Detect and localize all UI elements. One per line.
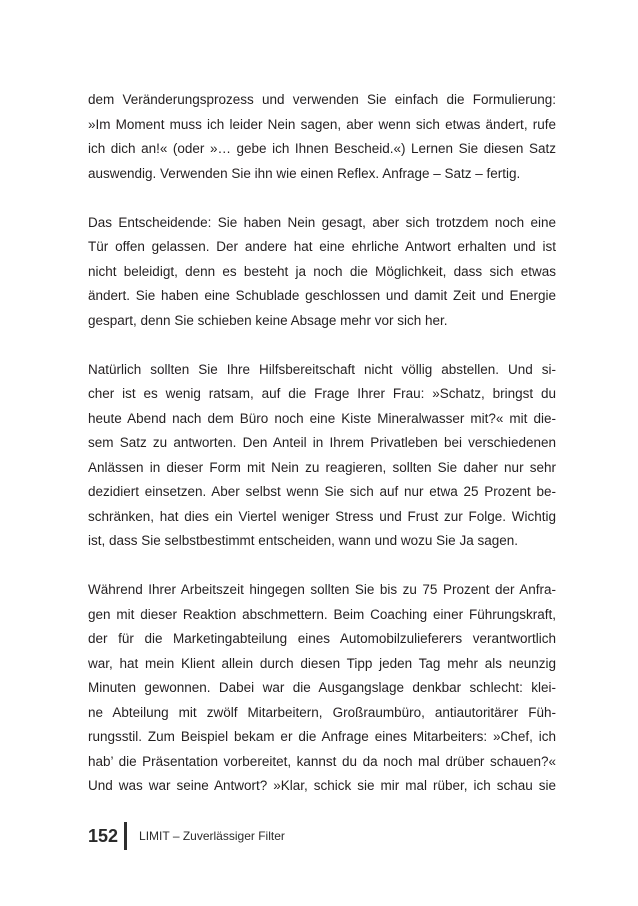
paragraph <box>88 211 556 334</box>
paragraph-line: Natürlich sollten Sie Ihre Hilfsbereitschaft nicht völlig abstellen. Und si- <box>88 361 556 377</box>
paragraph-line: nicht beleidigt, denn es besteht ja noch die Möglichkeit, dass sich etwas <box>88 263 556 279</box>
paragraph <box>88 358 556 554</box>
paragraph-line: hab’ die Präsentation vorbereitet, kannst du da noch mal drüber schauen?« <box>88 753 556 769</box>
paragraph-line: heute Abend nach dem Büro noch eine Kiste Mineralwasser mit?« mit die- <box>88 410 556 426</box>
paragraph <box>88 578 556 799</box>
paragraph-line: cher ist es wenig ratsam, auf die Frage Ihrer Frau: »Schatz, bringst du <box>88 386 556 401</box>
book-page-body <box>88 88 556 799</box>
page-number: 152 <box>88 826 119 846</box>
paragraph-line: rungsstil. Zum Beispiel bekam er die Anfrage eines Mitarbeiters: »Chef, ich <box>88 729 556 744</box>
paragraph-line: sem Satz zu antworten. Den Anteil in Ihrem Privatleben bei verschiedenen <box>88 435 556 450</box>
paragraph-line: der für die Marketingabteilung eines Automobilzulieferers verantwortlich <box>88 631 556 646</box>
paragraph-line: Tür offen gelassen. Der andere hat eine ehrliche Antwort erhalten und ist <box>88 239 556 254</box>
paragraph-line: »Im Moment muss ich leider Nein sagen, aber wenn sich etwas ändert, rufe <box>88 116 556 132</box>
paragraph-line: schränken, hat dies ein Viertel weniger Stress und Frust zur Folge. Wichtig <box>88 508 556 524</box>
page-footer <box>88 822 285 850</box>
paragraph-line: ne Abteilung mit zwölf Mitarbeitern, Großraumbüro, antiautoritärer Füh- <box>88 704 556 720</box>
paragraph-line: Das Entscheidende: Sie haben Nein gesagt, aber sich trotzdem noch eine <box>88 214 556 230</box>
paragraph-line: war, hat mein Klient allein durch diesen Tipp jeden Tag mehr als neunzig <box>88 655 556 671</box>
paragraph-line: ich dich an!« (oder »… gebe ich Ihnen Bescheid.«) Lernen Sie diesen Satz <box>88 141 556 156</box>
paragraph <box>88 88 556 186</box>
paragraph-line: gespart, denn Sie schieben keine Absage mehr vor sich her. <box>88 312 448 328</box>
paragraph-line: Minuten gewonnen. Dabei war die Ausgangslage denkbar schlecht: klei- <box>88 680 556 695</box>
running-title: LIMIT – Zuverlässiger Filter <box>139 829 285 843</box>
paragraph-line: ändert. Sie haben eine Schublade geschlossen und damit Zeit und Energie <box>88 288 556 303</box>
paragraph-line: gen mit dieser Reaktion abschmettern. Beim Coaching einer Führungskraft, <box>88 606 556 622</box>
paragraph-line: ist, dass Sie selbstbestimmt entscheiden, wann und wozu Sie Ja sagen. <box>88 533 518 548</box>
paragraph-line: dem Veränderungsprozess und verwenden Sie einfach die Formulierung: <box>88 92 556 107</box>
paragraph-line: auswendig. Verwenden Sie ihn wie einen Reflex. Anfrage – Satz – fertig. <box>88 165 521 181</box>
paragraph-line: Und was war seine Antwort? »Klar, schick sie mir mal rüber, ich schau sie <box>88 778 556 793</box>
paragraph-line: Anlässen in dieser Form mit Nein zu reagieren, sollten Sie daher nur sehr <box>88 459 556 475</box>
paragraph-line: Während Ihrer Arbeitszeit hingegen sollten Sie bis zu 75 Prozent der Anfra- <box>88 582 556 597</box>
paragraph-line: dezidiert einsetzen. Aber selbst wenn Sie sich auf nur etwa 25 Prozent be- <box>88 484 556 499</box>
footer-divider <box>124 822 127 850</box>
